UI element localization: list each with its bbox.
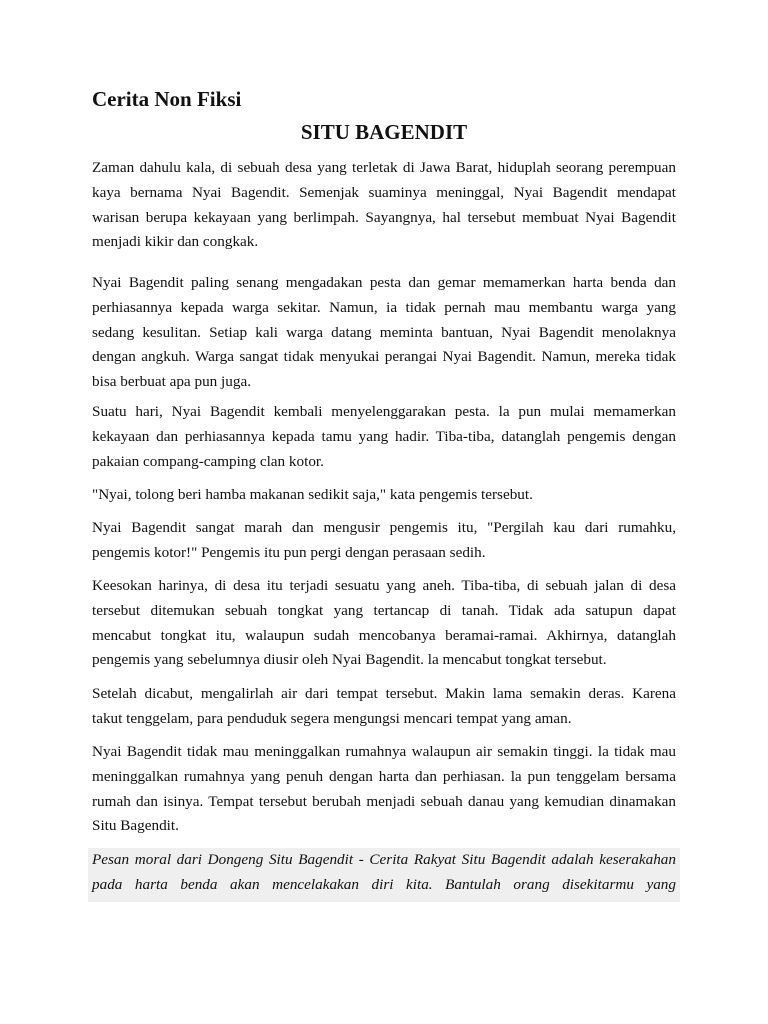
document-header: Cerita Non Fiksi [92, 87, 242, 111]
text-line: Nyai Bagendit sangat marah dan mengusir pengemis itu, "Pergilah kau dari rumahku, [92, 519, 676, 536]
paragraph [92, 682, 676, 732]
text-line: "Nyai, tolong beri hamba makanan sedikit saja," kata pengemis tersebut. [92, 486, 533, 503]
text-line: Keesokan harinya, di desa itu terjadi sesuatu yang aneh. Tiba-tiba, di sebuah jalan di desa [92, 577, 676, 594]
text-line: Nyai Bagendit tidak mau meninggalkan rumahnya walaupun air semakin tinggi. la tidak mau [92, 743, 676, 760]
paragraph [92, 271, 676, 395]
text-line: perhiasannya kepada warga sekitar. Namun, ia tidak pernah mau membantu warga yang [92, 298, 676, 316]
text-line: mencabut tongkat itu, walaupun sudah mencobanya beramai-ramai. Akhirnya, datanglah [92, 626, 676, 644]
text-line: Suatu hari, Nyai Bagendit kembali menyelenggarakan pesta. la pun mulai memamerkan [92, 403, 676, 420]
text-line: Situ Bagendit. [92, 817, 179, 835]
text-line: bisa berbuat apa pun juga. [92, 373, 251, 391]
paragraph [92, 483, 676, 508]
text-line: meninggalkan rumahnya yang penuh dengan harta dan perhiasan. la pun tenggelam bersama [92, 767, 676, 785]
paragraph [92, 400, 676, 474]
paragraph [92, 156, 676, 255]
text-line: pada harta benda akan mencelakakan diri kita. Bantulah orang disekitarmu yang [92, 875, 676, 893]
text-line: dengan angkuh. Warga sangat tidak menyukai perangai Nyai Bagendit. Namun, mereka tidak [92, 348, 676, 366]
text-line: Setelah dicabut, mengalirlah air dari tempat tersebut. Makin lama semakin deras. Karena [92, 685, 676, 702]
text-line: rumah dan isinya. Tempat tersebut berubah menjadi sebuah danau yang kemudian dinamakan [92, 792, 676, 810]
text-line: pengemis kotor!" Pengemis itu pun pergi dengan perasaan sedih. [92, 543, 486, 561]
moral-message [88, 848, 680, 902]
paragraph [92, 740, 676, 839]
paragraph [92, 574, 676, 673]
paragraph [92, 516, 676, 566]
story-title: SITU BAGENDIT [300, 120, 468, 144]
text-line: Nyai Bagendit paling senang mengadakan pesta dan gemar memamerkan harta benda dan [92, 274, 676, 291]
text-line: kaya bernama Nyai Bagendit. Semenjak suaminya meninggal, Nyai Bagendit mendapat [92, 183, 676, 201]
text-line: pakaian compang-camping clan kotor. [92, 452, 324, 470]
text-line: warisan berupa kekayaan yang berlimpah. Sayangnya, hal tersebut membuat Nyai Bagendit [92, 208, 676, 226]
text-line: tersebut ditemukan sebuah tongkat yang tertancap di tanah. Tidak ada satupun dapat [92, 601, 676, 619]
text-line: pengemis yang sebelumnya diusir oleh Nyai Bagendit. la mencabut tongkat tersebut. [92, 651, 607, 669]
text-line: Zaman dahulu kala, di sebuah desa yang terletak di Jawa Barat, hiduplah seorang perempuan [92, 159, 676, 176]
text-line: takut tenggelam, para penduduk segera mengungsi mencari tempat yang aman. [92, 709, 572, 727]
text-line: kekayaan dan perhiasannya kepada tamu yang hadir. Tiba-tiba, datanglah pengemis dengan [92, 427, 676, 445]
text-line: menjadi kikir dan congkak. [92, 233, 259, 251]
text-line: sedang kesulitan. Setiap kali warga datang meminta bantuan, Nyai Bagendit menolaknya [92, 323, 676, 341]
text-line: Pesan moral dari Dongeng Situ Bagendit - Cerita Rakyat Situ Bagendit adalah keserakahan [92, 851, 676, 868]
